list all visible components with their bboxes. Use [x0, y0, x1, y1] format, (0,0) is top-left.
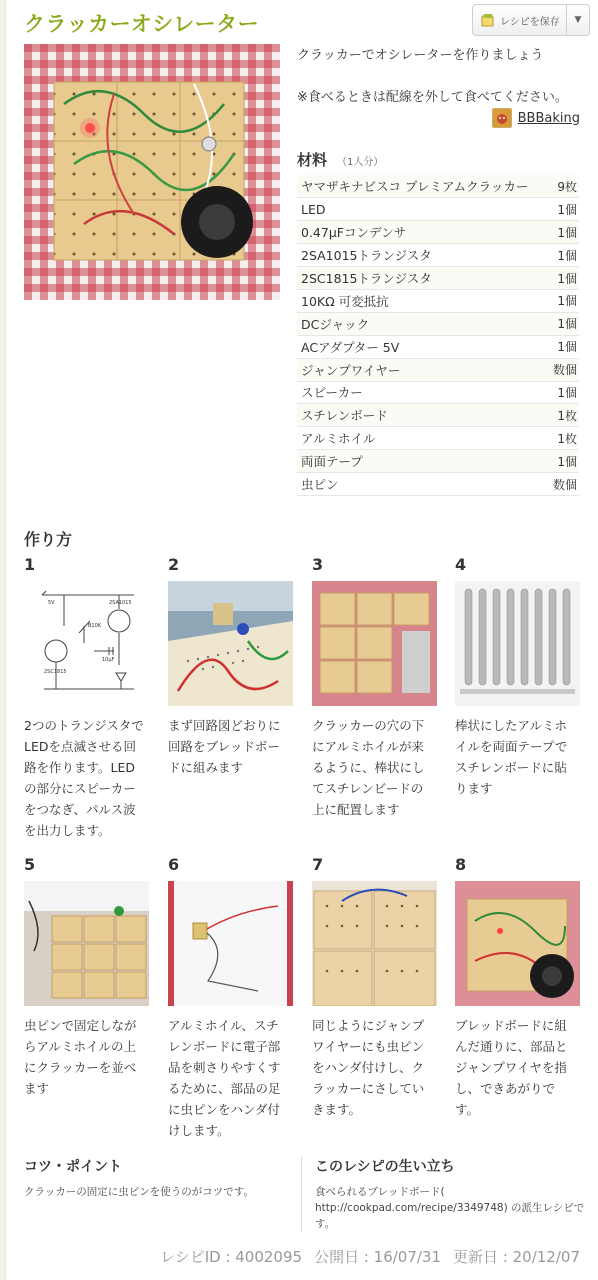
schematic-label-b10k: B10K [88, 623, 102, 629]
step-7-photo [312, 881, 437, 1006]
step-number: 7 [312, 855, 324, 874]
step-1 [24, 555, 149, 841]
step-5 [24, 855, 149, 1099]
ingredient-row [297, 381, 579, 404]
ingredient-name: 0.47μFコンデンサ [297, 221, 547, 244]
step-8 [455, 855, 580, 1120]
step-8-photo [455, 881, 580, 1006]
schematic-label-2sa1015: 2SA1015 [109, 600, 132, 606]
schematic-label-5v: 5V [48, 600, 55, 606]
ingredient-row [297, 358, 579, 381]
ingredient-quantity: 9枚 [547, 175, 579, 198]
ingredients-header [297, 149, 383, 170]
ingredients-table [297, 175, 579, 496]
ingredient-row [297, 450, 579, 473]
step-number: 5 [24, 855, 36, 874]
recipe-id: レシピID : 4002095 [160, 1248, 303, 1266]
save-recipe-label: レシピを保存 [500, 16, 560, 28]
ingredient-quantity: 1個 [547, 312, 579, 335]
ingredient-row [297, 312, 579, 335]
step-number: 1 [24, 555, 36, 574]
ingredient-quantity: 1枚 [547, 404, 579, 427]
schematic-label-10uf: 10μF [102, 657, 115, 663]
ingredient-row [297, 221, 579, 244]
ingredients-title: 材料 [297, 151, 328, 169]
ingredient-row [297, 244, 579, 267]
step-number: 2 [168, 555, 180, 574]
step-2 [168, 555, 293, 778]
step-number: 4 [455, 555, 467, 574]
step-7 [312, 855, 437, 1120]
origin-text: 食べられるブレッドボード( http://cookpad.com/recipe/3349748) の派生レシピです。 [315, 1186, 585, 1230]
updated-date: 更新日 : 20/12/07 [453, 1248, 580, 1266]
description-line-1: クラッカーでオシレーターを作りましょう [297, 48, 544, 63]
ingredient-row [297, 335, 579, 358]
step-text: 棒状にしたアルミホイルを両面テープでスチレンボードに貼ります [455, 718, 568, 796]
save-recipe-main[interactable] [473, 5, 567, 35]
ingredient-quantity: 1個 [547, 335, 579, 358]
origin-title: このレシピの生い立ち [315, 1159, 455, 1175]
left-rule [0, 0, 6, 1280]
author-link[interactable] [492, 108, 580, 128]
step-text: 虫ピンで固定しながらアルミホイルの上にクラッカーを並べます [24, 1018, 137, 1096]
step-6-photo [168, 881, 293, 1006]
step-number: 8 [455, 855, 467, 874]
recipe-title: クラッカーオシレーター [24, 12, 260, 36]
schematic-label-2sc1815: 2SC1815 [44, 669, 67, 675]
ingredient-row [297, 175, 579, 198]
ingredient-quantity: 1個 [547, 221, 579, 244]
origin-section [301, 1156, 586, 1232]
ingredient-name: LED [297, 198, 547, 221]
ingredient-quantity: 1枚 [547, 427, 579, 450]
ingredient-name: ヤマザキナビスコ プレミアムクラッカー [297, 175, 547, 198]
author-name[interactable]: BBBaking [517, 110, 580, 126]
step-4-photo [455, 581, 580, 706]
step-text: クラッカーの穴の下にアルミホイルが来るように、棒状にしてスチレンビードの上に配置します [312, 718, 425, 817]
ingredient-name: DCジャック [297, 312, 547, 335]
ingredients-servings: （1人分） [337, 157, 384, 168]
step-3-photo [312, 581, 437, 706]
step-4 [455, 555, 580, 799]
ingredient-name: ACアダプター 5V [297, 335, 547, 358]
description-line-2: ※食べるときは配線を外して食べてください。 [297, 90, 568, 105]
ingredient-row [297, 198, 579, 221]
step-5-photo [24, 881, 149, 1006]
ingredient-name: 両面テープ [297, 450, 547, 473]
save-recipe-icon [481, 13, 495, 27]
step-3 [312, 555, 437, 820]
tips-text: クラッカーの固定に虫ピンを使うのがコツです。 [24, 1186, 254, 1198]
ingredient-quantity: 1個 [547, 267, 579, 290]
step-6 [168, 855, 293, 1141]
ingredient-quantity: 1個 [547, 450, 579, 473]
step-1-photo [24, 581, 149, 706]
ingredient-name: 2SC1815トランジスタ [297, 267, 547, 290]
ingredient-row [297, 473, 579, 496]
ingredient-row [297, 267, 579, 290]
recipe-main-photo [24, 44, 280, 300]
step-text: まず回路図どおりに回路をブレッドボードに組みます [168, 718, 281, 775]
step-text: ブレッドボードに組んだ通りに、部品とジャンプワイヤを指し、できあがりです。 [455, 1018, 568, 1117]
ingredient-name: ジャンプワイヤー [297, 358, 547, 381]
recipe-header [24, 4, 590, 38]
ingredient-quantity: 数個 [547, 358, 579, 381]
ingredient-name: アルミホイル [297, 427, 547, 450]
ingredient-quantity: 1個 [547, 381, 579, 404]
step-text: 同じようにジャンプワイヤーにも虫ピンをハンダ付けし、クラッカーにさしていきます。 [312, 1018, 425, 1117]
ingredient-quantity: 数個 [547, 473, 579, 496]
ingredient-name: スチレンボード [297, 404, 547, 427]
recipe-meta-footer [160, 1246, 580, 1267]
step-text: アルミホイル、スチレンボードに電子部品を刺さりやすくするために、部品の足に虫ピンをハンダ付けします。 [168, 1018, 281, 1138]
ingredient-row [297, 427, 579, 450]
ingredient-quantity: 1個 [547, 198, 579, 221]
ingredient-quantity: 1個 [547, 289, 579, 312]
published-date: 公開日 : 16/07/31 [314, 1248, 442, 1266]
step-text: 2つのトランジスタでLEDを点滅させる回路を作ります。LEDの部分にスピーカーをつなぎ、パルス波を出力します。 [24, 718, 144, 838]
author-avatar [492, 108, 512, 128]
ingredient-row [297, 404, 579, 427]
step-2-photo [168, 581, 293, 706]
ingredient-name: 虫ピン [297, 473, 547, 496]
tips-title: コツ・ポイント [24, 1159, 122, 1175]
step-number: 3 [312, 555, 324, 574]
tips-section [24, 1156, 294, 1200]
ingredient-name: 2SA1015トランジスタ [297, 244, 547, 267]
ingredient-row [297, 289, 579, 312]
ingredient-name: 10KΩ 可変抵抗 [297, 289, 547, 312]
save-recipe-button[interactable] [472, 4, 590, 36]
ingredient-quantity: 1個 [547, 244, 579, 267]
step-number: 6 [168, 855, 180, 874]
chevron-down-icon[interactable]: ▼ [574, 15, 582, 25]
ingredient-name: スピーカー [297, 381, 547, 404]
steps-title: 作り方 [24, 530, 73, 549]
